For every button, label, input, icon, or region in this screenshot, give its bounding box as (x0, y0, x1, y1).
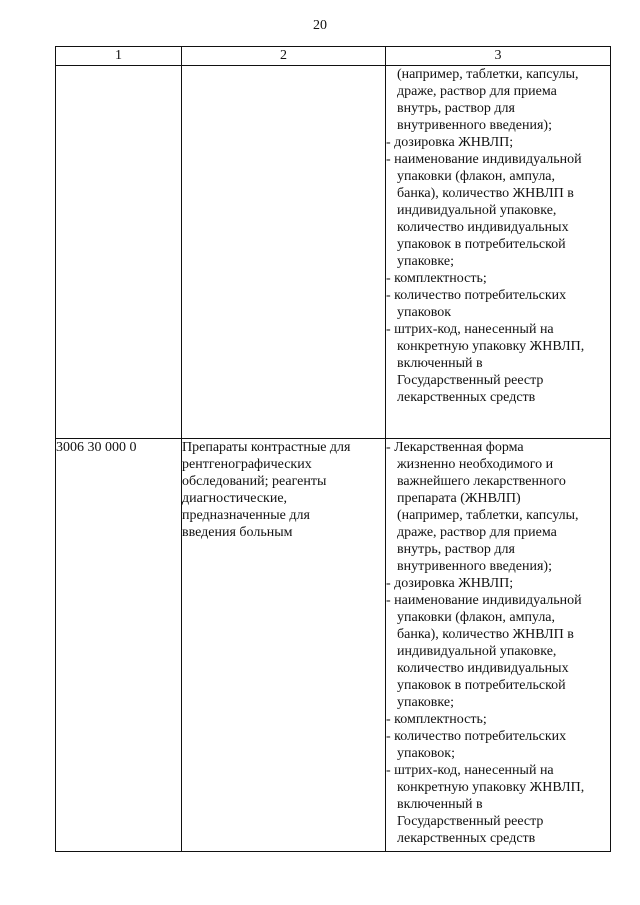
requirement-line: конкретную упаковку ЖНВЛП, (397, 339, 585, 354)
column-header-1: 1 (56, 47, 182, 66)
requirement-line: количество индивидуальных (397, 220, 569, 235)
requirement-line: - количество потребительских (386, 288, 567, 303)
requirement-line: (например, таблетки, капсулы, (397, 67, 579, 82)
name-cell (182, 439, 386, 852)
requirement-line: упаковок в потребительской (397, 237, 566, 252)
requirement-line: Государственный реестр (397, 814, 544, 829)
requirement-line: внутривенного введения); (397, 559, 552, 574)
requirement-line: упаковке; (397, 254, 454, 269)
table-row-continuation (56, 66, 611, 439)
requirement-line: - дозировка ЖНВЛП; (386, 576, 514, 591)
requirement-line: драже, раствор для приема (397, 525, 557, 540)
requirement-line: банка), количество ЖНВЛП в (397, 627, 574, 642)
column-header-3: 3 (386, 47, 611, 66)
requirement-line: индивидуальной упаковке, (397, 644, 557, 659)
product-name-line: рентгенографических (182, 457, 312, 472)
requirement-line: лекарственных средств (397, 390, 536, 405)
requirement-line: - Лекарственная форма (386, 440, 524, 455)
requirement-line: конкретную упаковку ЖНВЛП, (397, 780, 585, 795)
requirement-line: включенный в (397, 797, 483, 812)
document-table (55, 46, 611, 852)
column-header-2: 2 (182, 47, 386, 66)
requirement-line: препарата (ЖНВЛП) (397, 491, 521, 506)
requirement-line: банка), количество ЖНВЛП в (397, 186, 574, 201)
product-name-line: диагностические, (182, 491, 288, 506)
requirement-line: - штрих-код, нанесенный на (386, 322, 554, 337)
requirements-cell (386, 66, 611, 439)
requirement-line: драже, раствор для приема (397, 84, 557, 99)
code-cell (56, 66, 182, 439)
requirement-line: внутрь, раствор для (397, 101, 515, 116)
requirement-line: - комплектность; (386, 271, 487, 286)
product-name-line: введения больным (182, 525, 293, 540)
requirement-line: внутривенного введения); (397, 118, 552, 133)
requirement-line: жизненно необходимого и (397, 457, 554, 472)
name-cell (182, 66, 386, 439)
table-header-row (56, 47, 611, 66)
requirement-line: важнейшего лекарственного (397, 474, 566, 489)
product-name-line: предназначенные для (182, 508, 310, 523)
requirements-cell (386, 439, 611, 852)
requirement-line: - наименование индивидуальной (386, 152, 582, 167)
requirement-line: включенный в (397, 356, 483, 371)
requirement-line: - комплектность; (386, 712, 487, 727)
requirement-line: количество индивидуальных (397, 661, 569, 676)
requirement-line: упаковок (397, 305, 452, 320)
requirement-line: индивидуальной упаковке, (397, 203, 557, 218)
requirement-line: лекарственных средств (397, 831, 536, 846)
product-name-line: Препараты контрастные для (182, 440, 351, 455)
requirement-line: (например, таблетки, капсулы, (397, 508, 579, 523)
table-row-3006300000 (56, 439, 611, 852)
requirement-line: Государственный реестр (397, 373, 544, 388)
product-name-line: обследований; реагенты (182, 474, 327, 489)
requirement-line: - дозировка ЖНВЛП; (386, 135, 514, 150)
page-number: 20 (313, 18, 327, 33)
requirement-line: упаковок в потребительской (397, 678, 566, 693)
requirement-line: - количество потребительских (386, 729, 567, 744)
requirement-line: упаковки (флакон, ампула, (397, 610, 556, 625)
requirement-line: упаковок; (397, 746, 456, 761)
requirement-line: - штрих-код, нанесенный на (386, 763, 554, 778)
requirement-line: упаковке; (397, 695, 454, 710)
requirement-line: упаковки (флакон, ампула, (397, 169, 556, 184)
requirement-line: - наименование индивидуальной (386, 593, 582, 608)
code-cell: 3006 30 000 0 (56, 439, 182, 852)
requirement-line: внутрь, раствор для (397, 542, 515, 557)
